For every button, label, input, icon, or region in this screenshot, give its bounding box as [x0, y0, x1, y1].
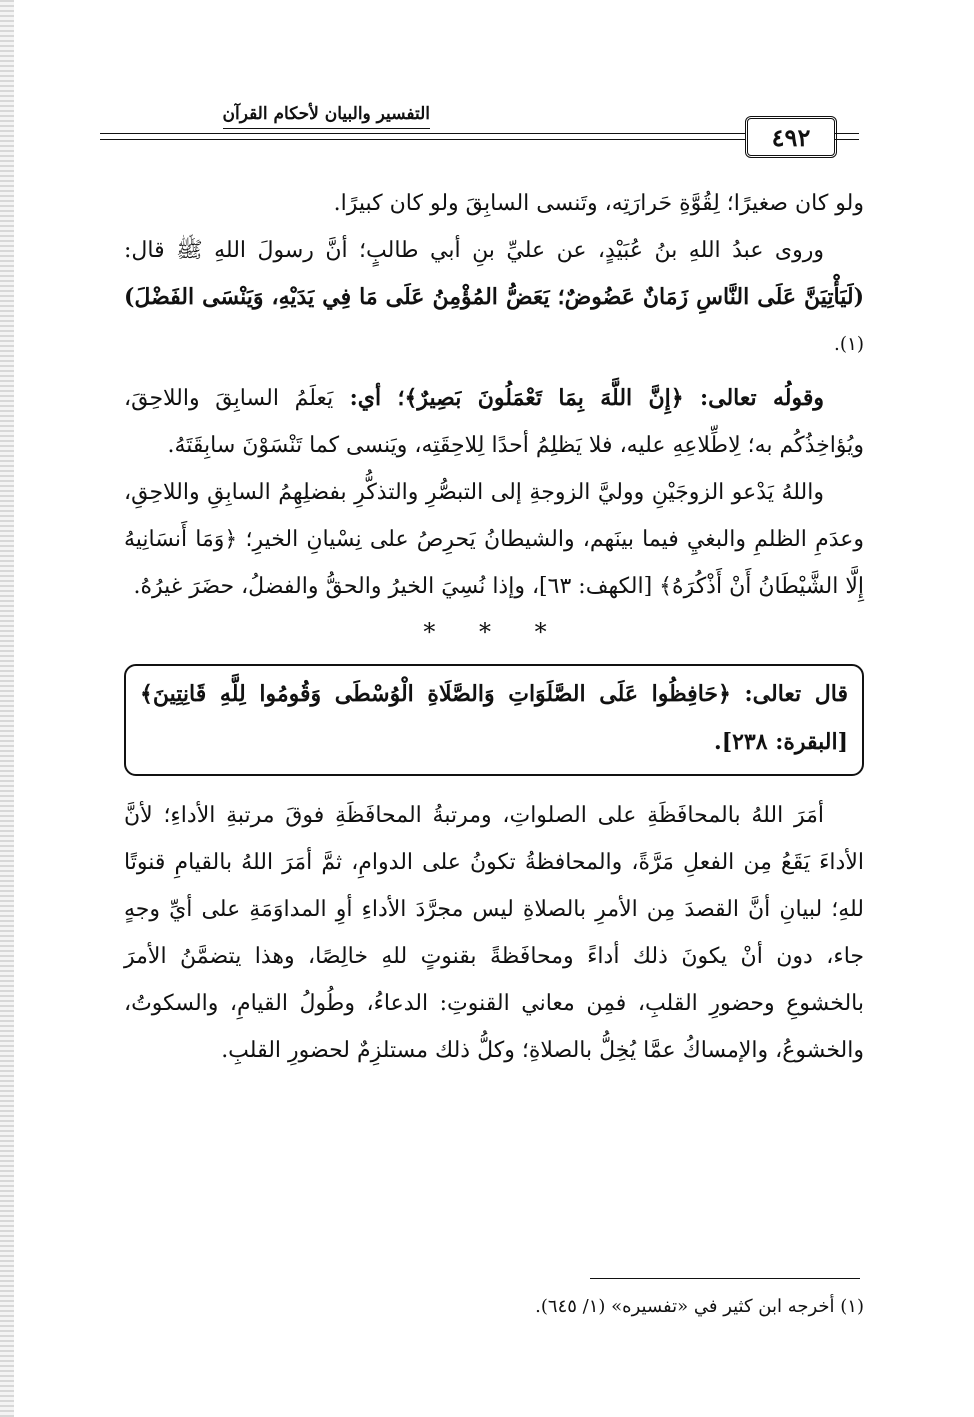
paragraph-5: أمَرَ اللهُ بالمحافَظَةِ على الصلواتِ، ومرتبةُ المحافَظَةِ فوقَ مرتبةِ الأداءِ؛ لأنَّ الأداءَ يَقَعُ مِن الفعلِ مَرَّةً، والمحافظةُ تكونُ على الدوامِ، ثمَّ أمَرَ اللهُ بالقيامِ قنوتًا للهِ؛ لبيانِ أنَّ القصدَ مِن الأمرِ بالصلاةِ ليس مجرَّدَ الأداءِ أوِ المداوَمَةِ على أيِّ وجهٍ جاء، دون أنْ يكونَ ذلك أداءً ومحافَظةً بقنوتٍ للهِ خالِصًا، وهذا يتضمَّنُ الأمرَ بالخشوعِ وحضورِ القلبِ، فمِن معاني القنوتِ: الدعاءُ، وطُولُ القيامِ، والسكوتُ، والخشوعُ، والإمساكُ عمَّا يُخِلُّ بالصلاةِ؛ وكلُّ ذلك مستلزِمٌ لحضورِ القلبِ. [124, 803, 864, 1064]
paragraph-4: واللهُ يَدْعو الزوجَيْنِ ووليَّ الزوجةِ إلى التبصُّرِ والتذكُّرِ بفضلِهِمُ السابِقِ واللاحِقِ، وعدَمِ الظلمِ والبغيِ فيما بينَهم، والشيطانُ يَحرِصُ على نِسْيانِ الخيرِ؛ ﴿وَمَا أَنسَانِيهُ إِلَّا الشَّيْطَانُ أَنْ أَذْكُرَهُ﴾ [الكهف: ٦٣]، وإذا نُسِيَ الخيرُ والحقُّ والفضلُ، حضَرَ غيرُهُ. [124, 480, 864, 600]
book-title: التفسير والبيان لأحكام القرآن [223, 104, 431, 129]
paragraph-1: ولو كان صغيرًا؛ لِقُوَّةِ حَرارَتِه، وتَنسى السابِقَ ولو كان كبيرًا. [333, 191, 864, 216]
page-header [100, 100, 860, 160]
verse-box [124, 664, 864, 776]
header-rule [100, 133, 745, 140]
verse-explanation: يَعلَمُ السابِقَ واللاحِقَ، ويُؤاخِذُكُم به؛ لِاطِّلاعِهِ عليه، فلا يَظلِمُ أحدًا لِلاحِقَتِه، ويَنسى كما تَنْسَوْنَ سابِقَتَهُ. [124, 386, 864, 459]
page-number-box [745, 116, 837, 158]
paragraph-3 [124, 375, 864, 469]
verse-lead: وقولُه تعالى: ﴿إِنَّ اللَّهَ بِمَا تَعْمَلُونَ بَصِيرٌ﴾؛ أي: [333, 385, 824, 412]
paragraph-2 [124, 227, 864, 375]
header-rule-right [835, 133, 859, 140]
hadith-intro: وروى عبدُ اللهِ بنُ عُبَيْدٍ، عن عليِّ بنِ أبي طالبٍ؛ أنَّ رسولَ اللهِ ﷺ قال: [124, 238, 824, 263]
section-separator: * * * [423, 618, 565, 647]
main-text [124, 180, 864, 1074]
page-number: ٤٩٢ [771, 122, 811, 152]
verse-box-text: قال تعالى: ﴿حَافِظُوا عَلَى الصَّلَوَاتِ وَالصَّلَاةِ الْوُسْطَى وَقُومُوا لِلَّهِ قَانِتِينَ﴾ [البقرة: ٢٣٨]. [140, 681, 848, 756]
footnote: (١) أخرجه ابن كثير في «تفسيره» (١/ ٦٤٥). [535, 1296, 864, 1317]
scan-edge-artifact [0, 0, 14, 1417]
hadith-text: (لَيَأْتِيَنَّ عَلَى النَّاسِ زَمَانٌ عَضُوضٌ؛ يَعَضُّ المُؤْمِنُ عَلَى مَا فِي يَدَيْهِ، وَيَنْسَى الفَضْلَ) [124, 284, 864, 310]
footnote-ref: (١). [834, 334, 864, 355]
footnote-rule [590, 1278, 860, 1279]
